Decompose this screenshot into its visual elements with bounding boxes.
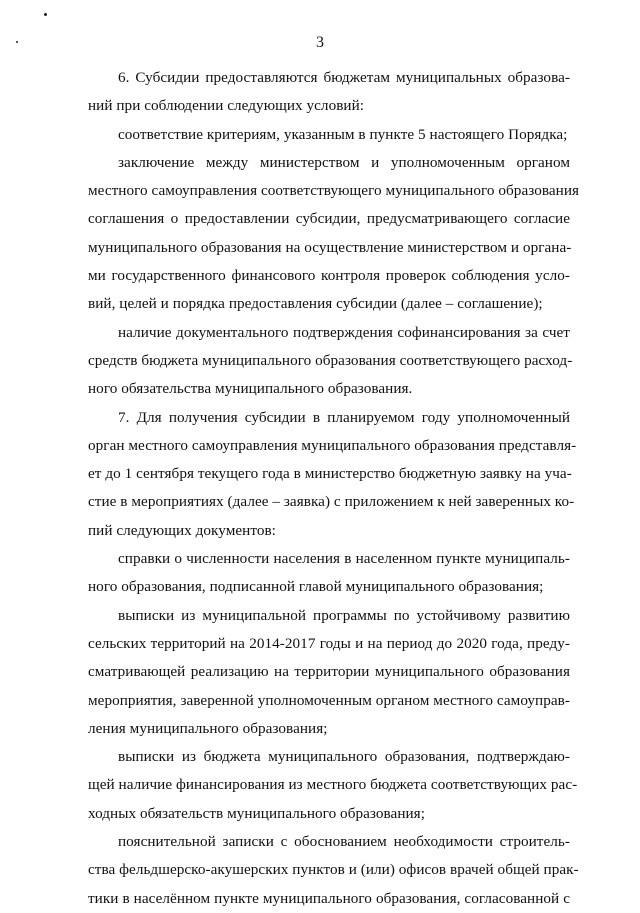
condition-agreement [88, 149, 580, 319]
text-line: пояснительной записки с обоснованием необходимости строитель- [118, 833, 570, 851]
text-line: ного обязательства муниципального образования. [88, 380, 413, 398]
text-line: 6. Субсидии предоставляются бюджетам муниципальных образова- [118, 69, 570, 86]
text-line: ного образования, подписанной главой муниципального образования; [88, 578, 544, 596]
document-population-certificate [88, 545, 570, 602]
paragraph-7 [88, 404, 577, 545]
text-line: вий, целей и порядка предоставления субсидии (далее – соглашение); [88, 295, 543, 313]
text-line: ходных обязательств муниципального образования; [88, 804, 425, 822]
text-line: наличие документального подтверждения софинансирования за счет [118, 323, 570, 341]
text-line: ми государственного финансового контроля проверок соблюдения усло- [88, 267, 570, 285]
text-line: ний при соблюдении следующих условий: [88, 97, 365, 115]
text-line: тики в населённом пункте муниципального образования, согласованной с [88, 889, 570, 907]
text-line: мероприятия, заверенной уполномоченным органом местного самоуправ- [88, 691, 570, 709]
text-line: муниципального образования на осуществление министерством и органа- [88, 238, 572, 256]
text-line: орган местного самоуправления муниципального образования представля- [88, 436, 577, 454]
text-line: ления муниципального образования; [88, 719, 328, 737]
condition-criteria [88, 121, 570, 149]
text-line: местного самоуправления соответствующего муниципального образования [88, 182, 580, 200]
text-line: щей наличие финансирования из местного бюджета соответствующих рас- [88, 776, 578, 794]
document-program-extract [88, 602, 570, 743]
text-line: стие в мероприятиях (далее – заявка) с приложением к ней заверенных ко- [88, 493, 575, 511]
text-line: ства фельдшерско-акушерских пунктов и (или) офисов врачей общей прак- [88, 861, 579, 879]
document-body [88, 64, 580, 913]
document-explanatory-note [88, 828, 579, 913]
text-line: средств бюджета муниципального образования соответствующего расход- [88, 351, 573, 369]
text-line: выписки из муниципальной программы по устойчивому развитию [118, 606, 570, 624]
page-number: 3 [316, 34, 324, 51]
condition-cofinancing [88, 319, 573, 404]
scan-speck [44, 13, 47, 16]
text-line: пий следующих документов: [88, 521, 276, 539]
text-line: ет до 1 сентября текущего года в министерство бюджетную заявку на уча- [88, 465, 572, 483]
text-line: заключение между министерством и уполномоченным органом [118, 153, 570, 171]
text-line: соответствие критериям, указанным в пункте 5 настоящего Порядка; [118, 125, 568, 143]
text-line: сельских территорий на 2014-2017 годы и на период до 2020 года, преду- [88, 634, 570, 652]
paragraph-6 [88, 64, 570, 121]
text-line: выписки из бюджета муниципального образования, подтверждаю- [118, 748, 570, 766]
text-line: 7. Для получения субсидии в планируемом году уполномоченный [118, 408, 570, 426]
document-budget-extract [88, 743, 578, 828]
text-line: соглашения о предоставлении субсидии, предусматривающего согласие [88, 210, 570, 228]
text-line: справки о численности населения в населенном пункте муниципаль- [118, 550, 570, 568]
text-line: сматривающей реализацию на территории муниципального образования [88, 663, 570, 681]
